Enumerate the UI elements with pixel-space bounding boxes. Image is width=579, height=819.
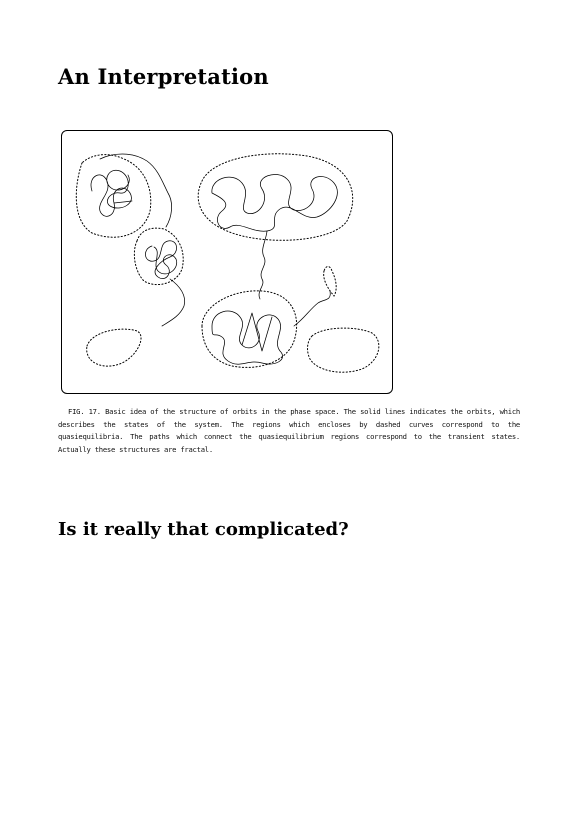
quasiequilibrium-region-middle-left (134, 228, 183, 284)
transient-path-4 (294, 291, 330, 326)
question-heading: Is it really that complicated? (58, 519, 349, 540)
orbit-top-right (212, 174, 338, 231)
orbit-bottom-center (212, 311, 283, 364)
quasiequilibrium-region-bottom-right (308, 328, 379, 372)
orbit-middle-left (145, 241, 176, 279)
transient-path-2 (162, 279, 185, 326)
transient-path-3 (259, 231, 267, 299)
phase-space-figure (61, 130, 393, 394)
section-title: An Interpretation (58, 64, 269, 89)
figure-caption: FIG. 17. Basic idea of the structure of orbits in the phase space. The solid lines indicates the orbits, which describes the states of the system. The regions which encloses by dashed curves correspond to the quasiequilibria. The paths which connect the quasiequilibrium regions correspond to the transient states. Actually these structures are fractal. (58, 407, 520, 454)
quasiequilibrium-region-bottom-left (87, 329, 141, 366)
orbit-top-left (91, 170, 132, 216)
transient-path-1 (100, 154, 172, 227)
